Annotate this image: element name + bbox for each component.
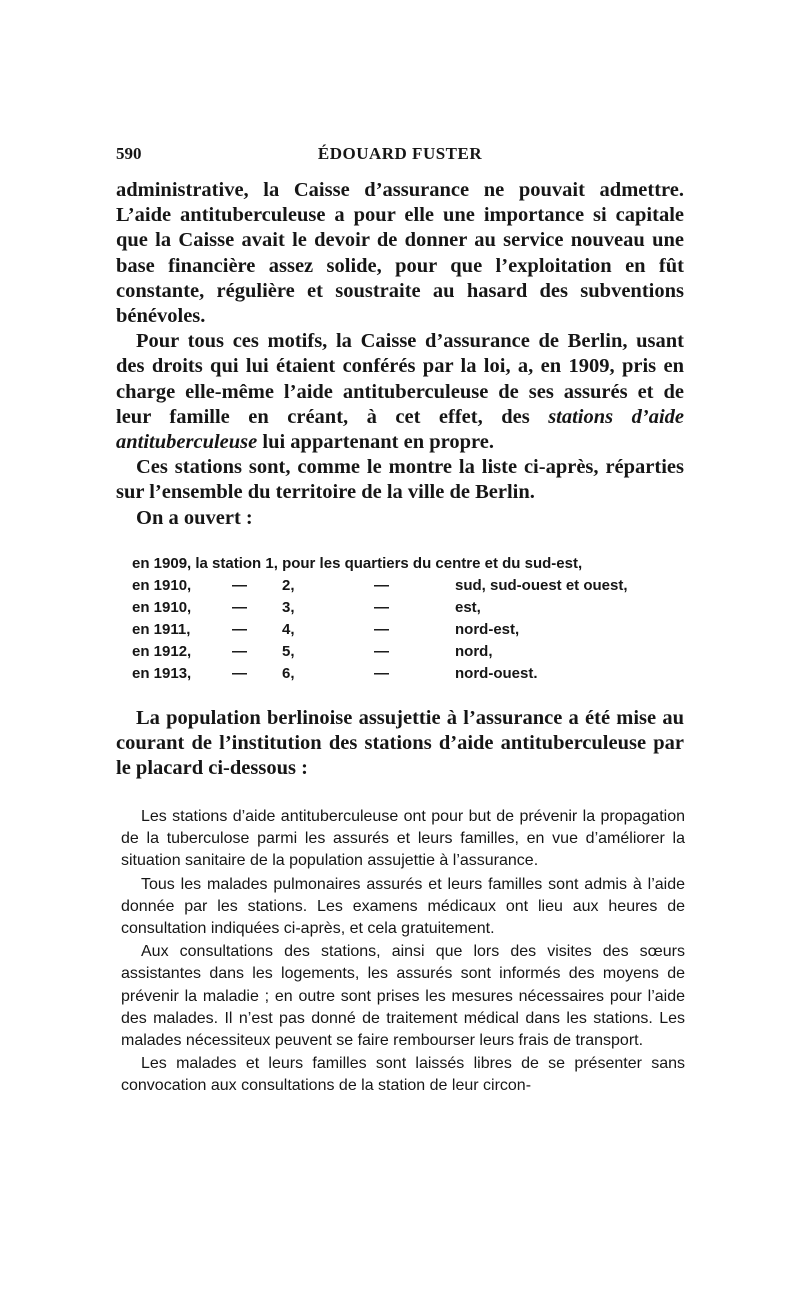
station-row xyxy=(132,597,662,619)
ditto-dash: — xyxy=(232,643,247,660)
ditto-dash: — xyxy=(374,577,389,594)
station-number: 6, xyxy=(282,665,295,682)
station-row xyxy=(132,619,662,641)
station-area: nord-ouest. xyxy=(455,665,538,682)
placard-paragraph-consultations: Aux consultations des stations, ainsi que lors des visites des sœurs assistantes dans les logements, les assurés sont informés des moyens de prévenir la maladie ; en outre sont prises les mesures nécessaires pour l’aide des malades. Il n’est pas donné de traitement médical dans les stations. Les malades nécessiteux peuvent se faire rembourser leurs frais de transport. xyxy=(121,943,685,1050)
paragraph-population: La population berlinoise assujettie à l’assurance a été mise au courant de l’institution des stations d’aide antituberculeuse par le placard ci-dessous : xyxy=(116,707,684,780)
station-number: 3, xyxy=(282,599,295,616)
ditto-dash: — xyxy=(232,599,247,616)
ditto-dash: — xyxy=(374,599,389,616)
station-area: sud, sud-ouest et ouest, xyxy=(455,577,628,594)
ditto-dash: — xyxy=(232,665,247,682)
placard-text xyxy=(121,806,685,1099)
station-area: est, xyxy=(455,599,481,616)
paragraph-motifs xyxy=(116,329,684,455)
placard-paragraph-admission: Tous les malades pulmonaires assurés et leurs familles sont admis à l’aide donnée par les stations. Les examens médicaux ont lieu aux heures de consultation indiquées ci-après, et cela gratuitement. xyxy=(121,875,685,938)
station-number: 4, xyxy=(282,621,295,638)
placard-paragraph-but: Les stations d’aide antituberculeuse ont pour but de prévenir la propagation de la tuberculose parmi les assurés et leurs familles, en vue d’améliorer la situation sanitaire de la population assujettie à l’assurance. xyxy=(121,808,685,870)
stations-list xyxy=(132,553,662,685)
page-number: 590 xyxy=(116,144,142,163)
station-year: en 1911, xyxy=(132,621,191,638)
station-row xyxy=(132,641,662,663)
station-year: en 1910, xyxy=(132,577,192,594)
placard-paragraph-convocation: Les malades et leurs familles sont laissés libres de se présenter sans convocation aux consultations de la station de leur circon- xyxy=(121,1055,685,1095)
station-area: nord, xyxy=(455,643,493,660)
ditto-dash: — xyxy=(232,577,247,594)
station-row xyxy=(132,663,662,685)
paragraph-motifs-start: Pour tous ces motifs, la Caisse d’assurance de Berlin, usant des droits qui lui étaient conférés par la loi, a, en 1909, pris en charge elle-même l’aide antituberculeuse de ses assurés et de leur famille en créant, à cet effet, des xyxy=(116,330,684,428)
stations-term: stations d’aide antituberculeuse xyxy=(116,405,684,454)
station-row xyxy=(132,575,662,597)
intro-text xyxy=(116,178,684,531)
station-row-first xyxy=(132,553,662,575)
station-year: en 1912, xyxy=(132,643,192,660)
station-area: nord-est, xyxy=(455,621,520,638)
ditto-dash: — xyxy=(232,621,247,638)
station-number: 2, xyxy=(282,577,295,594)
ditto-dash: — xyxy=(374,621,389,638)
paragraph-motifs-end: lui appartenant en propre. xyxy=(257,431,494,454)
population-text xyxy=(116,706,684,782)
station-year: en 1913, xyxy=(132,665,192,682)
paragraph-ouvert: On a ouvert : xyxy=(136,506,253,529)
page-header xyxy=(116,144,684,166)
station-number: 5, xyxy=(282,643,295,660)
ditto-dash: — xyxy=(374,643,389,660)
ditto-dash: — xyxy=(374,665,389,682)
station-year: en 1910, xyxy=(132,599,192,616)
station-first-line: en 1909, la station 1, pour les quartiers du centre et du sud-est, xyxy=(132,555,583,572)
paragraph-caisse-assurance: administrative, la Caisse d’assurance ne pouvait admettre. L’aide antituberculeuse a pour elle une importance si capitale que la Caisse avait le devoir de donner au service nouveau une base financière assez solide, pour que l’exploitation en fût constante, régulière et soustraite au hasard des subventions bénévoles. xyxy=(116,179,684,328)
running-title: ÉDOUARD FUSTER xyxy=(317,144,483,163)
paragraph-repartition: Ces stations sont, comme le montre la liste ci-après, réparties sur l’ensemble du territoire de la ville de Berlin. xyxy=(116,456,684,504)
